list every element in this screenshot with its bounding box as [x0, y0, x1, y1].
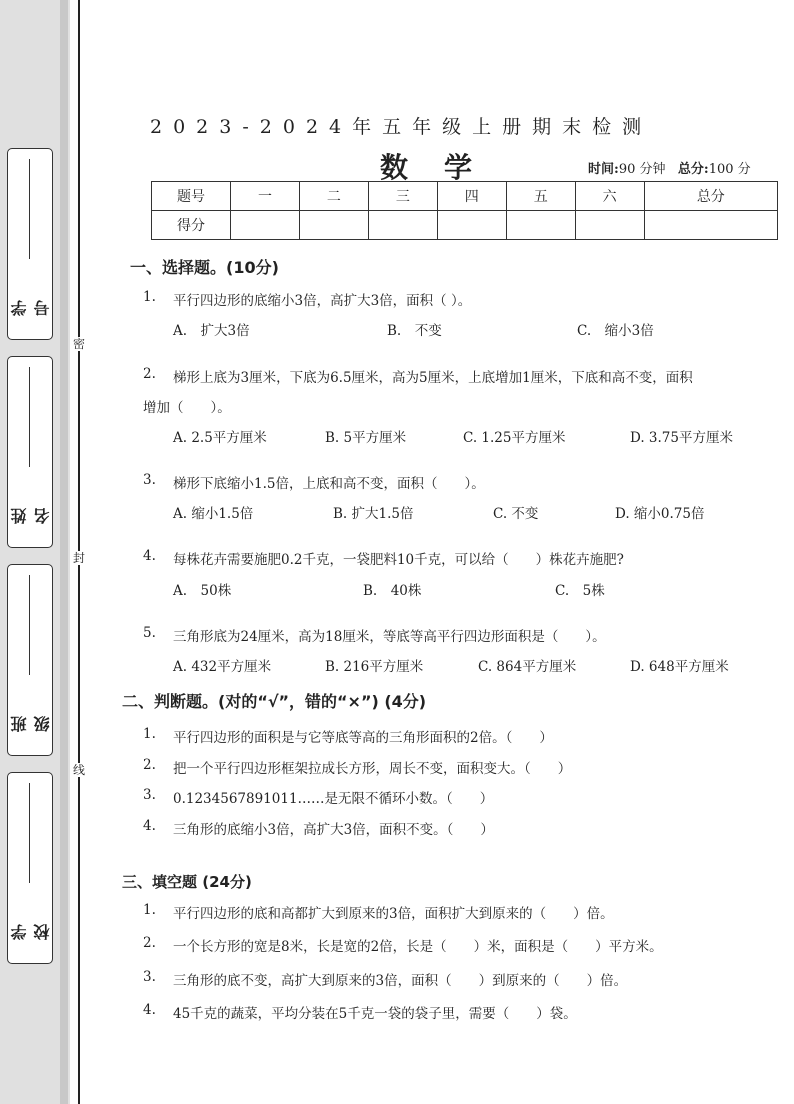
fill-line — [29, 783, 30, 883]
option: C. 5株 — [555, 583, 605, 599]
score-table — [151, 181, 778, 240]
student-name-field[interactable] — [7, 356, 53, 548]
question-number: 3. — [143, 969, 156, 985]
time-label: 时间: — [588, 162, 619, 177]
question-number: 2. — [143, 366, 156, 382]
exam-title: 2023-2024年五年级上册期末检测 — [150, 116, 653, 138]
option: B. 216平方厘米 — [325, 659, 424, 675]
field-label-class: 班级 — [10, 698, 52, 732]
question-text-continued: 增加（ ）。 — [143, 400, 231, 416]
question-number: 5. — [143, 625, 156, 641]
question-number: 4. — [143, 1002, 156, 1018]
option: C. 不变 — [493, 506, 539, 522]
option: B. 不变 — [387, 323, 442, 339]
question-text: 三角形的底不变，高扩大到原来的3倍，面积（ ）到原来的（ ）倍。 — [173, 973, 628, 989]
subject-title: 数学 — [380, 151, 509, 184]
option: A. 扩大3倍 — [173, 323, 250, 339]
fill-line — [29, 575, 30, 675]
score-table-col: 二 — [299, 182, 368, 211]
question-number: 3. — [143, 472, 156, 488]
score-table-col: 三 — [368, 182, 437, 211]
time-value: 90 分钟 — [618, 162, 666, 177]
question-text: 每株花卉需要施肥0.2千克，一袋肥料10千克，可以给（ ）株花卉施肥? — [173, 552, 624, 568]
section1-heading: 一、选择题。(10分) — [130, 258, 279, 277]
field-label-student-number: 学号 — [10, 282, 52, 316]
option: B. 5平方厘米 — [325, 430, 407, 446]
question-number: 1. — [143, 289, 156, 305]
time-score-info — [588, 158, 751, 177]
question-text: 三角形的底缩小3倍，高扩大3倍，面积不变。（ ） — [173, 822, 494, 838]
option: D. 648平方厘米 — [630, 659, 729, 675]
question-text: 把一个平行四边形框架拉成长方形，周长不变，面积变大。（ ） — [173, 761, 572, 777]
question-text: 0.1234567891011……是无限不循环小数。（ ） — [173, 791, 494, 807]
option: D. 缩小0.75倍 — [615, 506, 705, 522]
section3-heading: 三、填空题 (24分) — [122, 873, 252, 891]
question-text: 梯形上底为3厘米，下底为6.5厘米，高为5厘米，上底增加1厘米，下底和高不变，面积 — [173, 370, 693, 386]
option: A. 50株 — [173, 583, 232, 599]
score-cell[interactable] — [299, 211, 368, 240]
score-cell[interactable] — [575, 211, 644, 240]
score-cell[interactable] — [231, 211, 300, 240]
option: B. 40株 — [363, 583, 422, 599]
score-table-score-row — [152, 211, 778, 240]
question-text: 平行四边形的底缩小3倍，高扩大3倍，面积（ ）。 — [173, 293, 472, 309]
question-text: 平行四边形的面积是与它等底等高的三角形面积的2倍。（ ） — [173, 730, 553, 746]
class-field[interactable] — [7, 564, 53, 756]
question-text: 梯形下底缩小1.5倍，上底和高不变，面积（ ）。 — [173, 476, 485, 492]
score-table-col: 六 — [575, 182, 644, 211]
score-cell[interactable] — [506, 211, 575, 240]
student-number-field[interactable] — [7, 148, 53, 340]
seal-char-mi: 密 — [72, 337, 85, 351]
score-table-col: 五 — [506, 182, 575, 211]
score-cell[interactable] — [437, 211, 506, 240]
score-table-col: 四 — [437, 182, 506, 211]
score-cell[interactable] — [644, 211, 777, 240]
question-number: 4. — [143, 548, 156, 564]
question-text: 三角形底为24厘米，高为18厘米，等底等高平行四边形面积是（ ）。 — [173, 629, 606, 645]
option: C. 缩小3倍 — [577, 323, 654, 339]
option: A. 432平方厘米 — [173, 659, 272, 675]
question-number: 3. — [143, 787, 156, 803]
question-text: 平行四边形的底和高都扩大到原来的3倍，面积扩大到原来的（ ）倍。 — [173, 906, 614, 922]
score-table-header-row — [152, 182, 778, 211]
question-number: 1. — [143, 902, 156, 918]
score-table-col: 总分 — [644, 182, 777, 211]
option: D. 3.75平方厘米 — [630, 430, 733, 446]
option: A. 缩小1.5倍 — [173, 506, 254, 522]
fill-line — [29, 367, 30, 467]
option: C. 1.25平方厘米 — [463, 430, 566, 446]
seal-char-xian: 线 — [72, 763, 85, 777]
score-table-score-label: 得分 — [152, 211, 231, 240]
score-cell[interactable] — [368, 211, 437, 240]
question-number: 1. — [143, 726, 156, 742]
binding-strip — [60, 0, 68, 1104]
field-label-student-name: 姓名 — [10, 490, 52, 524]
option: A. 2.5平方厘米 — [173, 430, 267, 446]
score-table-row-header: 题号 — [152, 182, 231, 211]
school-field[interactable] — [7, 772, 53, 964]
option: B. 扩大1.5倍 — [333, 506, 414, 522]
field-label-school: 学校 — [10, 906, 52, 940]
score-table-col: 一 — [231, 182, 300, 211]
section2-heading: 二、判断题。(对的“√”，错的“×”) (4分) — [122, 692, 427, 711]
question-number: 2. — [143, 935, 156, 951]
score-value: 100 分 — [708, 162, 751, 177]
option: C. 864平方厘米 — [478, 659, 577, 675]
score-label: 总分: — [677, 162, 709, 177]
seal-char-feng: 封 — [72, 551, 85, 565]
question-text: 一个长方形的宽是8米，长是宽的2倍，长是（ ）米，面积是（ ）平方米。 — [173, 939, 663, 955]
question-number: 4. — [143, 818, 156, 834]
fill-line — [29, 159, 30, 259]
question-number: 2. — [143, 757, 156, 773]
question-text: 45千克的蔬菜，平均分装在5千克一袋的袋子里，需要（ ）袋。 — [173, 1006, 577, 1022]
